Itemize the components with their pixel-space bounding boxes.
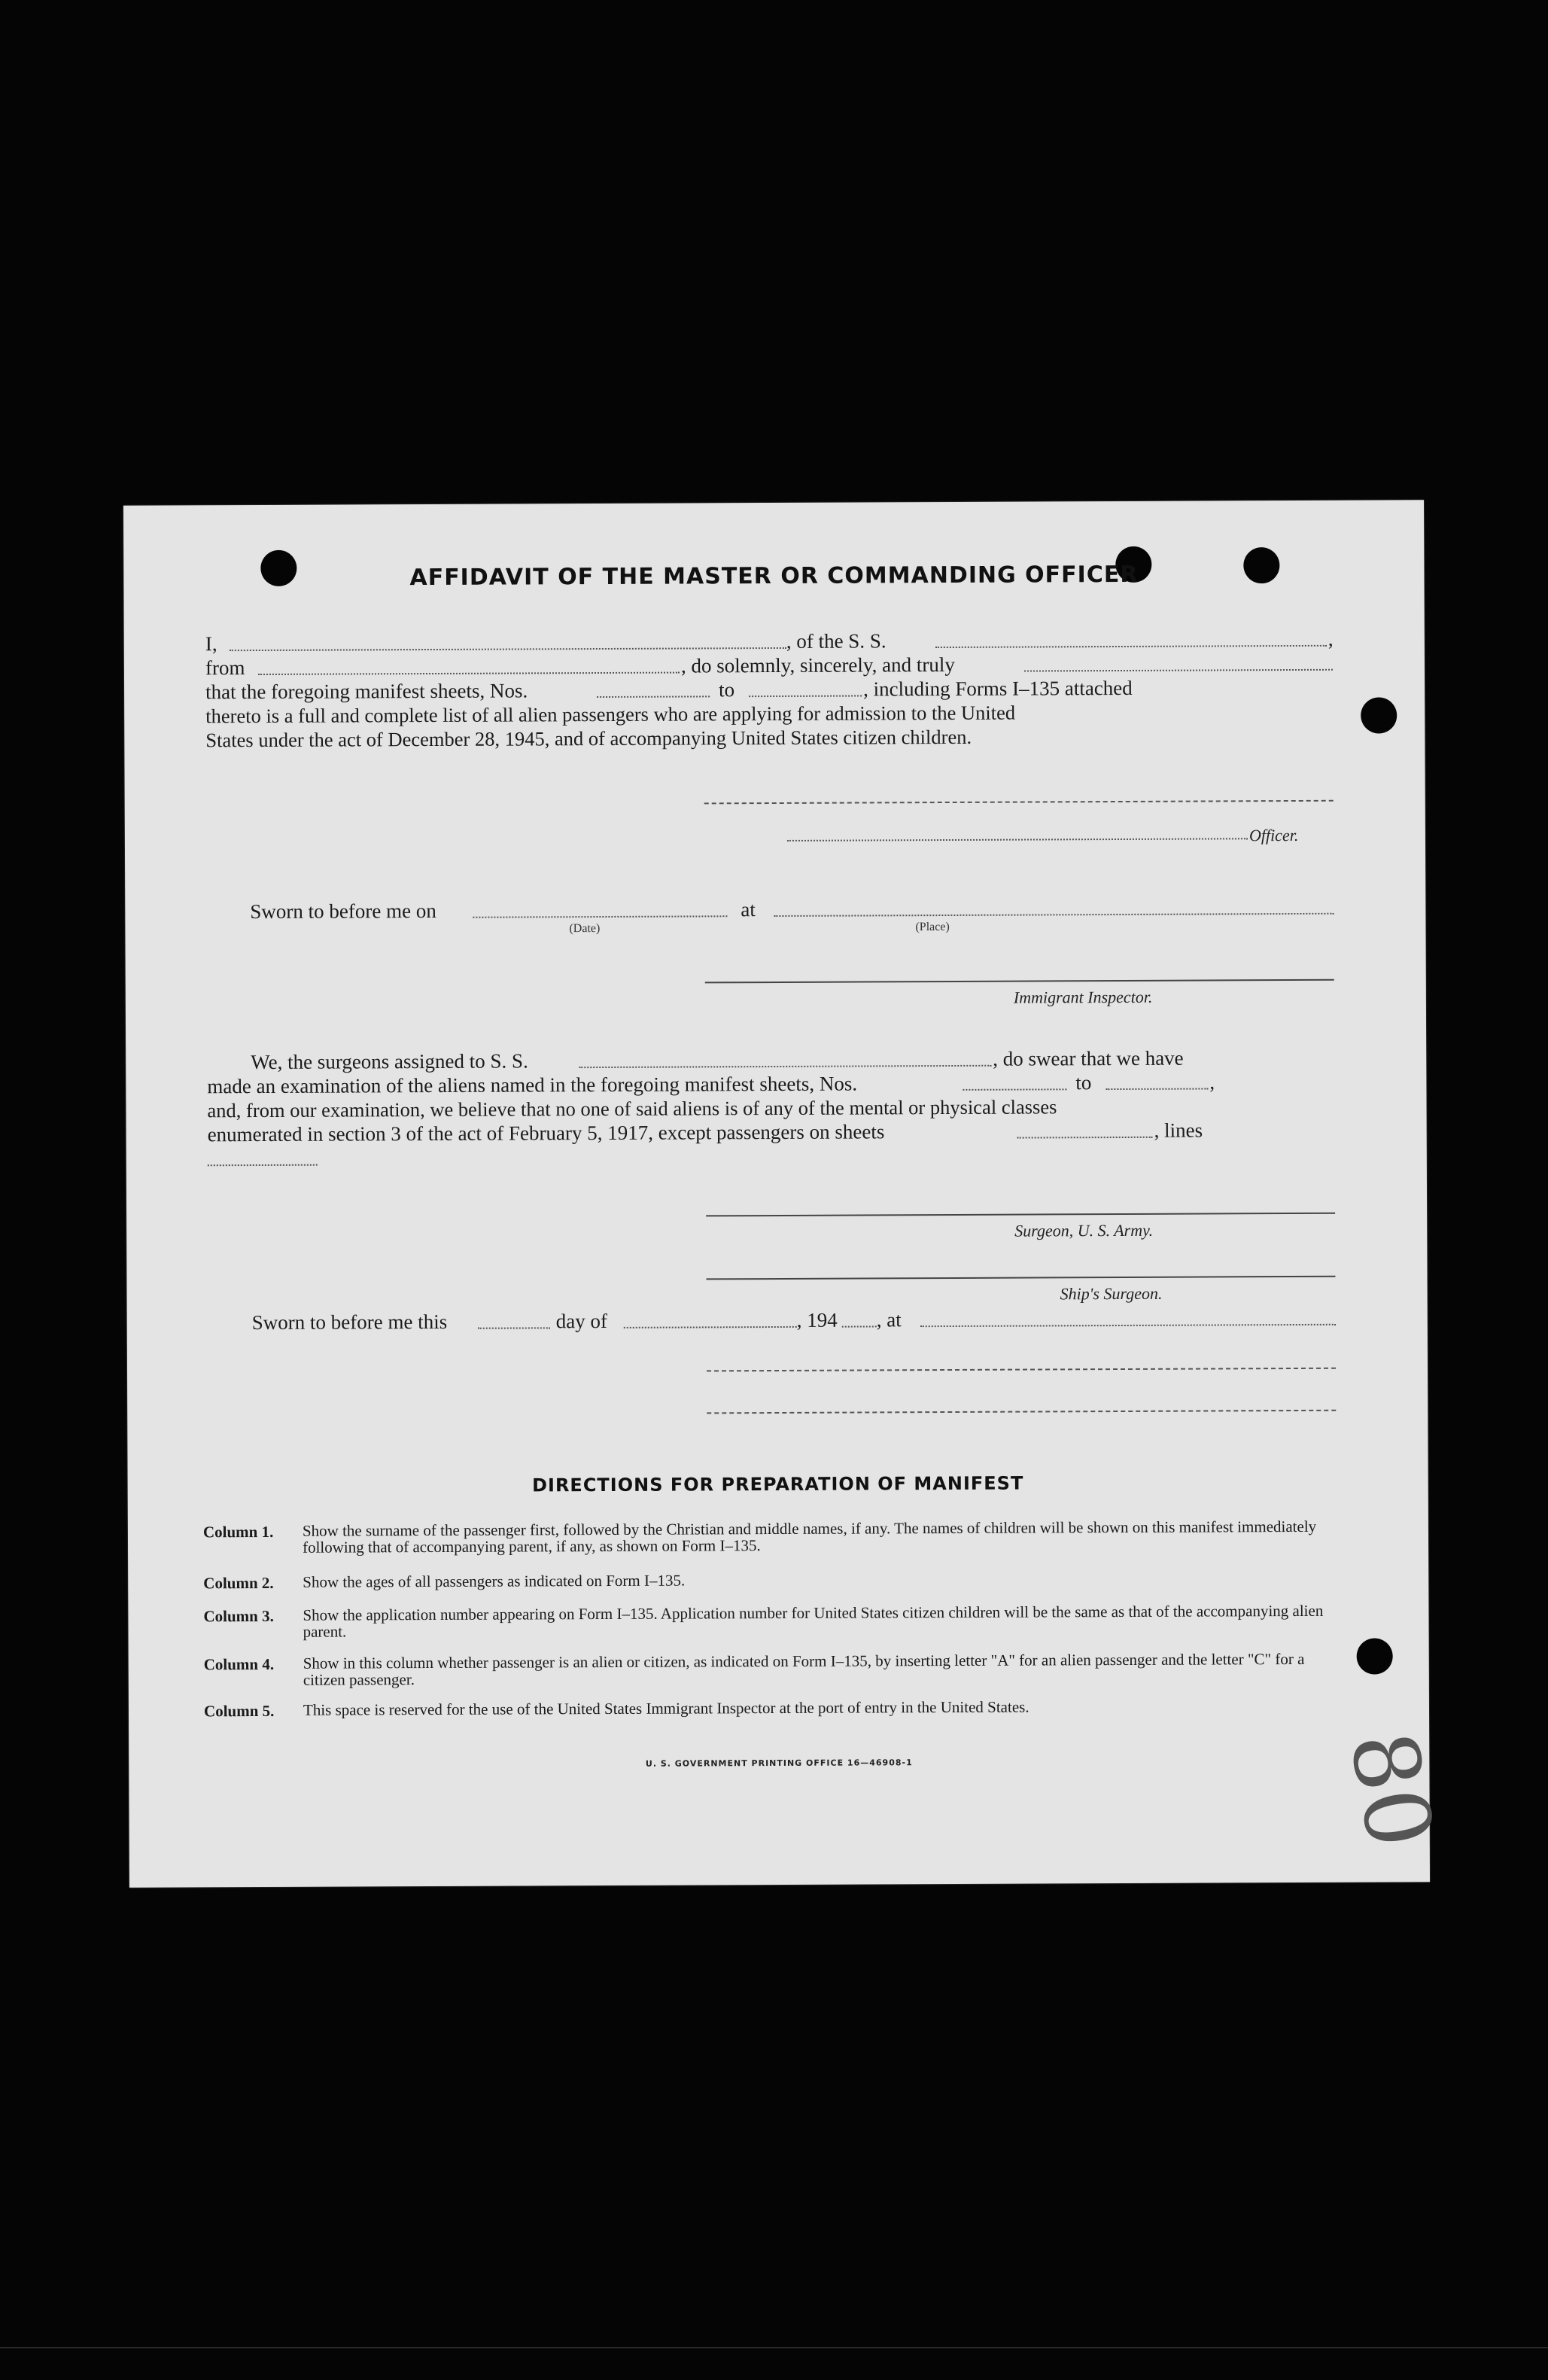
ship-name-field[interactable] [935, 645, 1327, 648]
from-port-field[interactable] [258, 672, 680, 675]
affidavit-text: , do solemnly, sincerely, and truly [680, 653, 955, 677]
directions-title: DIRECTIONS FOR PREPARATION OF MANIFEST [532, 1472, 1024, 1496]
affidavit-text: , including Forms I–135 attached [863, 676, 1133, 701]
except-sheets-field[interactable] [1017, 1137, 1153, 1139]
inspector-signature-field[interactable] [707, 1368, 1336, 1372]
date-label: (Date) [569, 922, 601, 936]
army-surgeon-label: Surgeon, U. S. Army. [1014, 1220, 1154, 1240]
exam-sheets-from-field[interactable] [963, 1088, 1066, 1091]
sworn-date-field[interactable] [473, 915, 727, 918]
handwritten-page-number: 80 [1328, 1724, 1452, 1856]
surgeons-text: to [1075, 1071, 1092, 1094]
direction-label: Column 3. [203, 1606, 274, 1626]
punch-hole-icon [1361, 697, 1397, 733]
affidavit-text: that the foregoing manifest sheets, Nos. [205, 679, 528, 704]
surgeons-text: , do swear that we have [993, 1046, 1184, 1070]
officer-label: Officer. [1248, 825, 1299, 845]
army-surgeon-signature-field[interactable] [706, 1213, 1335, 1217]
affidavit-text: States under the act of December 28, 1945, and of accompanying United States citizen children. [205, 725, 972, 752]
punch-hole-icon [1357, 1638, 1393, 1674]
inspector-title-field[interactable] [707, 1410, 1336, 1414]
sworn-year-field[interactable] [842, 1325, 877, 1327]
ship-surgeon-signature-field[interactable] [706, 1276, 1335, 1280]
direction-label: Column 4. [203, 1654, 275, 1674]
sheets-to-field[interactable] [749, 695, 862, 698]
direction-label: Column 2. [203, 1573, 274, 1593]
sworn-day-field[interactable] [478, 1327, 550, 1328]
affidavit-text: I, [205, 632, 217, 656]
master-name-field[interactable] [230, 647, 786, 651]
direction-text: Show the surname of the passenger first, followed by the Christian and middle names, if any. The names of children will be shown on this manifest immediately following that of accompanying parent, if any, as shown on Form I–135. [302, 1517, 1317, 1557]
direction-text: Show the ages of all passengers as indicated on Form I–135. [303, 1571, 686, 1591]
officer-signature-field[interactable] [787, 838, 1248, 842]
affidavit-text: thereto is a full and complete list of all alien passengers who are applying for admission to the United [205, 701, 1016, 728]
surgeons-ship-field[interactable] [579, 1065, 991, 1068]
direction-label: Column 1. [202, 1522, 274, 1542]
sworn-text: Sworn to before me on [250, 899, 436, 924]
inspector-label: Immigrant Inspector. [1013, 987, 1153, 1007]
form-page [123, 500, 1452, 1888]
surgeons-text: , [1209, 1070, 1215, 1094]
film-edge-line [0, 2347, 1548, 2348]
affidavit-text: , of the S. S. [786, 629, 887, 653]
surgeons-text: and, from our examination, we believe that no one of said aliens is of any of the mental or physical classes [207, 1095, 1057, 1122]
sworn-text: Sworn to before me this [251, 1310, 448, 1335]
surgeons-text: made an examination of the aliens named in the foregoing manifest sheets, Nos. [207, 1072, 858, 1098]
sworn-month-field[interactable] [624, 1326, 797, 1328]
sworn-place-field[interactable] [774, 913, 1334, 917]
sworn-text: , at [876, 1308, 902, 1332]
sheets-from-field[interactable] [597, 695, 710, 698]
affidavit-title: AFFIDAVIT OF THE MASTER OR COMMANDING OFFICER [409, 561, 1139, 592]
surgeons-text: enumerated in section 3 of the act of February 5, 1917, except passengers on sheets [207, 1120, 885, 1146]
exam-sheets-to-field[interactable] [1105, 1088, 1208, 1090]
direction-label: Column 5. [203, 1701, 275, 1721]
inspector-signature-field[interactable] [705, 979, 1334, 984]
direction-text: This space is reserved for the use of the United States Immigrant Inspector at the port of entry in the United States. [303, 1697, 1029, 1719]
oath-field[interactable] [1024, 669, 1333, 672]
printing-office-footer: U. S. GOVERNMENT PRINTING OFFICE 16—46908-1 [645, 1758, 913, 1769]
master-signature-field[interactable] [704, 800, 1334, 805]
except-lines-field[interactable] [208, 1164, 318, 1167]
direction-text: Show in this column whether passenger is an alien or citizen, as indicated on Form I–135, by inserting letter "A" for an alien passenger and the letter "C" for a citizen passenger. [303, 1649, 1305, 1689]
affidavit-text: from [205, 656, 245, 680]
sworn-at-field[interactable] [920, 1324, 1336, 1327]
affidavit-text: to [719, 678, 735, 702]
sworn-text: at [741, 898, 756, 921]
surgeons-text: We, the surgeons assigned to S. S. [251, 1049, 528, 1074]
affidavit-text: , [1328, 627, 1334, 650]
sworn-text: day of [555, 1309, 608, 1333]
place-label: (Place) [915, 920, 950, 934]
ship-surgeon-label: Ship's Surgeon. [1060, 1283, 1163, 1304]
surgeons-text: , lines [1154, 1118, 1203, 1142]
direction-text: Show the application number appearing on Form I–135. Application number for United States citizen children will be the same as that of the accompanying alien parent. [303, 1601, 1324, 1641]
sworn-text: , 194 [796, 1308, 838, 1332]
